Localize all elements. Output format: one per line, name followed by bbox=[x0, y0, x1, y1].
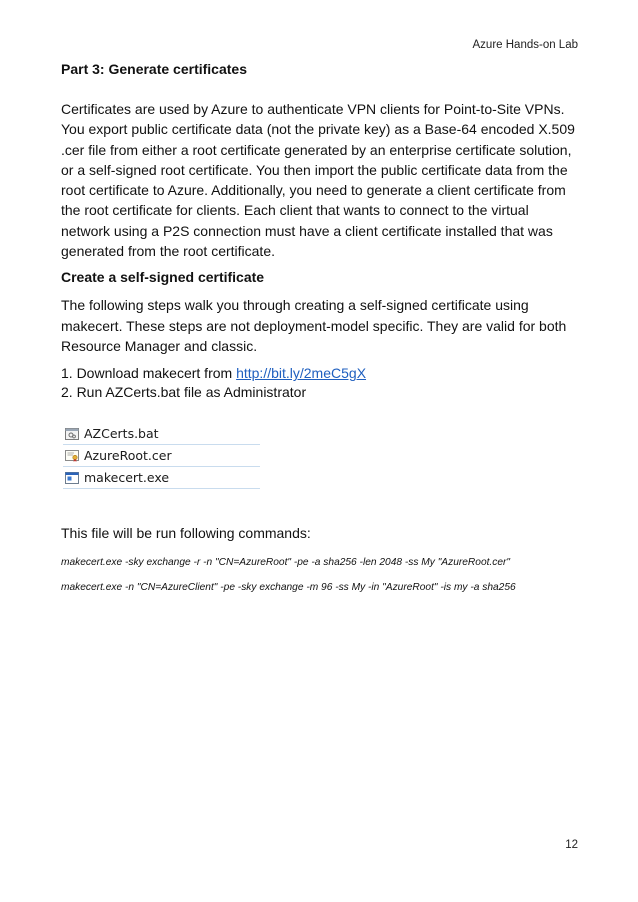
subsection-paragraph: The following steps walk you through creating a self-signed certificate using makecert. These steps are not deployment-model specific. They are valid for both Resource Manager and classic. bbox=[61, 297, 567, 354]
steps-list bbox=[61, 364, 581, 402]
file-name: AzureRoot.cer bbox=[84, 448, 172, 464]
intro-paragraph: Certificates are used by Azure to authenticate VPN clients for Point-to-Site VPNs. You export public certificate data (not the private key) as a Base-64 encoded X.509 .cer file from either a root certificate generated by an enterprise certificate solution, or a self-signed root certificate. You then import the public certificate data from the root certificate to Azure. Additionally, you need to generate a client certificate from the root certificate for clients. Each client that wants to connect to the virtual network using a P2S connection must have a client certificate installed that was generated from the root certificate. bbox=[61, 101, 575, 260]
file-row[interactable] bbox=[63, 467, 260, 489]
step-1 bbox=[61, 364, 581, 383]
file-name: AZCerts.bat bbox=[84, 426, 159, 442]
page-content bbox=[61, 61, 581, 607]
file-row[interactable] bbox=[63, 423, 260, 445]
certificate-icon bbox=[65, 450, 79, 462]
running-header: Azure Hands-on Lab bbox=[472, 39, 578, 51]
executable-icon bbox=[65, 472, 79, 484]
page-number: 12 bbox=[565, 839, 578, 851]
file-row[interactable] bbox=[63, 445, 260, 467]
file-list bbox=[63, 423, 260, 489]
commands-intro: This file will be run following commands: bbox=[61, 525, 311, 542]
batch-file-icon bbox=[65, 428, 79, 440]
step-2: 2. Run AZCerts.bat file as Administrator bbox=[61, 384, 307, 401]
command-line-1: makecert.exe -sky exchange -r -n "CN=AzureRoot" -pe -a sha256 -len 2048 -ss My "AzureRoot.cer" bbox=[61, 557, 511, 569]
command-line-2: makecert.exe -n "CN=AzureClient" -pe -sky exchange -m 96 -ss My -in "AzureRoot" -is my -a sha256 bbox=[61, 582, 516, 594]
makecert-download-link[interactable]: http://bit.ly/2meC5gX bbox=[236, 365, 367, 382]
section-title: Part 3: Generate certificates bbox=[61, 61, 247, 77]
file-name: makecert.exe bbox=[84, 470, 170, 486]
step-1-text: 1. Download makecert from bbox=[61, 365, 237, 382]
subsection-title: Create a self-signed certificate bbox=[61, 269, 265, 286]
